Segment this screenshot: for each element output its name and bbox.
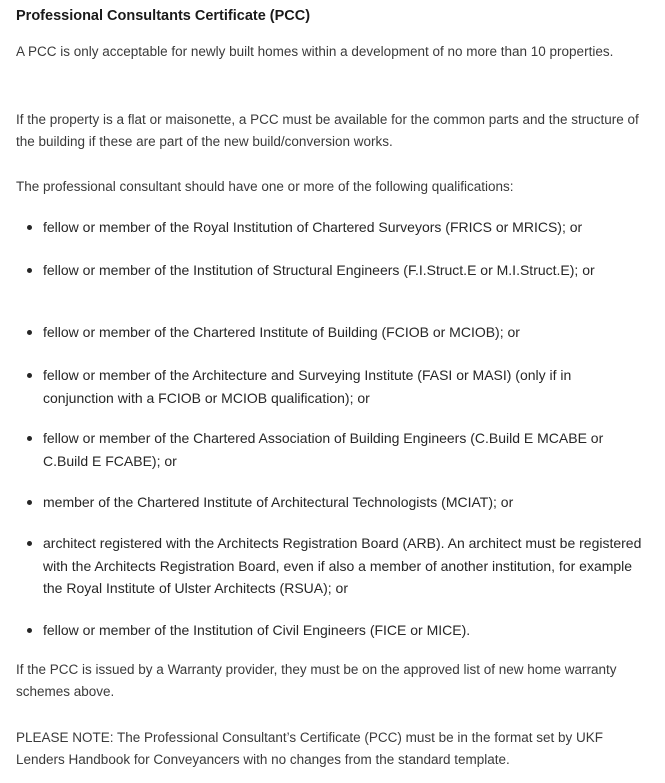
bullet-icon [27,373,32,378]
flat-paragraph: If the property is a flat or maisonette, a PCC must be available for the common parts and the structure of the building if these are part of the new build/conversion works. [16,112,639,149]
bullet-icon [27,268,32,273]
list-item-text: fellow or member of the Chartered Association of Building Engineers (C.Build E MCABE or C.Build E FCABE); or [43,430,604,469]
list-item-text: fellow or member of the Institution of Structural Engineers (F.I.Struct.E or M.I.Struct.E); or [43,262,595,278]
list-item [16,321,646,344]
list-item [16,259,646,282]
list-item [16,619,646,642]
list-item [16,427,646,472]
list-item-text: fellow or member of the Chartered Institute of Building (FCIOB or MCIOB); or [43,324,520,340]
bullet-icon [27,628,32,633]
list-item-text: fellow or member of the Royal Institution of Chartered Surveyors (FRICS or MRICS); or [43,219,583,235]
bullet-icon [27,436,32,441]
list-item [16,532,646,600]
list-item-text: member of the Chartered Institute of Architectural Technologists (MCIAT); or [43,494,514,510]
list-item-text: fellow or member of the Architecture and Surveying Institute (FASI or MASI) (only if in conjunction with a FCIOB or MCIOB qualification); or [43,367,572,406]
warranty-paragraph: If the PCC is issued by a Warranty provider, they must be on the approved list of new home warranty schemes above. [16,662,617,699]
list-item-text: architect registered with the Architects Registration Board (ARB). An architect must be registered with the Architects Registration Board, even if also a member of another institution, for example the Royal Institute of Ulster Architects (RSUA); or [43,535,642,596]
list-item [16,216,646,239]
bullet-icon [27,225,32,230]
list-item-text: fellow or member of the Institution of Civil Engineers (FICE or MICE). [43,622,471,638]
bullet-icon [27,500,32,505]
section-title: Professional Consultants Certificate (PCC) [16,8,311,24]
bullet-icon [27,541,32,546]
note-paragraph: PLEASE NOTE: The Professional Consultant’s Certificate (PCC) must be in the format set by UKF Lenders Handbook for Conveyancers with no changes from the standard template. [16,730,603,767]
list-item [16,364,646,409]
list-item [16,491,646,514]
qualifications-intro-paragraph: The professional consultant should have one or more of the following qualifications: [16,179,514,194]
intro-paragraph: A PCC is only acceptable for newly built homes within a development of no more than 10 properties. [16,44,614,59]
bullet-icon [27,330,32,335]
